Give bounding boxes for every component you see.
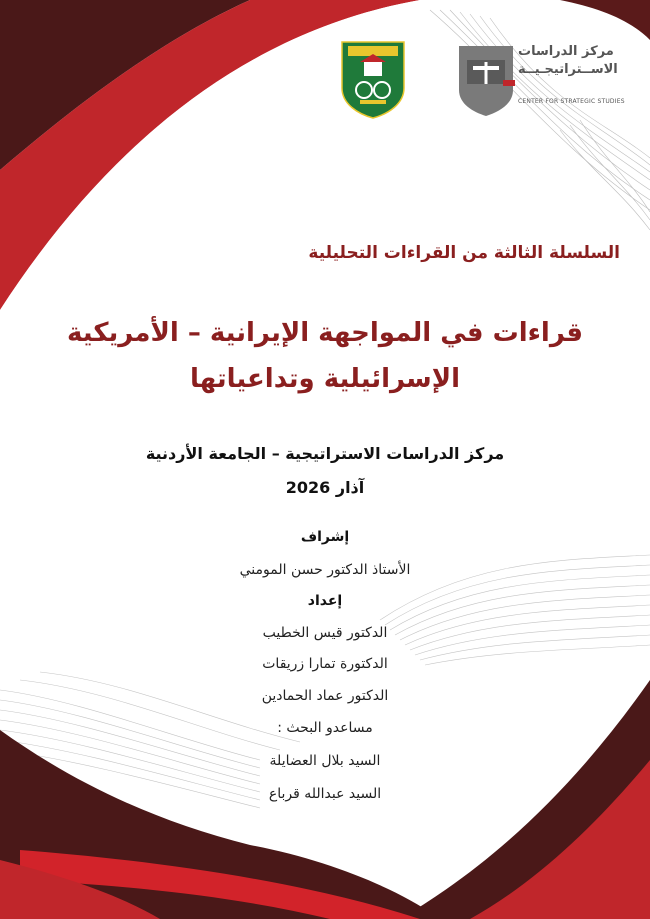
author-name-2: الدكتورة تمارا زريقات — [262, 656, 388, 672]
css-logo-english: CENTER FOR STRATEGIC STUDIES — [518, 98, 625, 105]
preparation-label: إعداد — [307, 593, 343, 609]
assistants-label: مساعدو البحث : — [277, 720, 373, 736]
assistant-name-1: السيد بلال العضايلة — [269, 753, 381, 769]
series-line: السلسلة الثالثة من القراءات التحليلية — [308, 243, 620, 263]
css-logo-name-line2: الاســتراتيجـيــة — [518, 62, 618, 77]
author-name-1: الدكتور قيس الخطيب — [262, 625, 388, 641]
supervisor-name: الأستاذ الدكتور حسن المومني — [239, 562, 411, 578]
supervision-label: إشراف — [300, 529, 350, 545]
publisher: مركز الدراسات الاستراتيجية – الجامعة الأردنية — [145, 444, 505, 463]
publication-date: آذار 2026 — [285, 478, 365, 497]
assistant-name-2: السيد عبدالله قرباع — [268, 786, 382, 802]
css-logo-name-line1: مركز الدراسات — [518, 44, 614, 59]
author-name-3: الدكتور عماد الحمادين — [261, 688, 389, 704]
title-line-1: قراءات في المواجهة الإيرانية – الأمريكية — [66, 318, 584, 348]
title-line-2: الإسرائيلية وتداعياتها — [189, 364, 461, 394]
